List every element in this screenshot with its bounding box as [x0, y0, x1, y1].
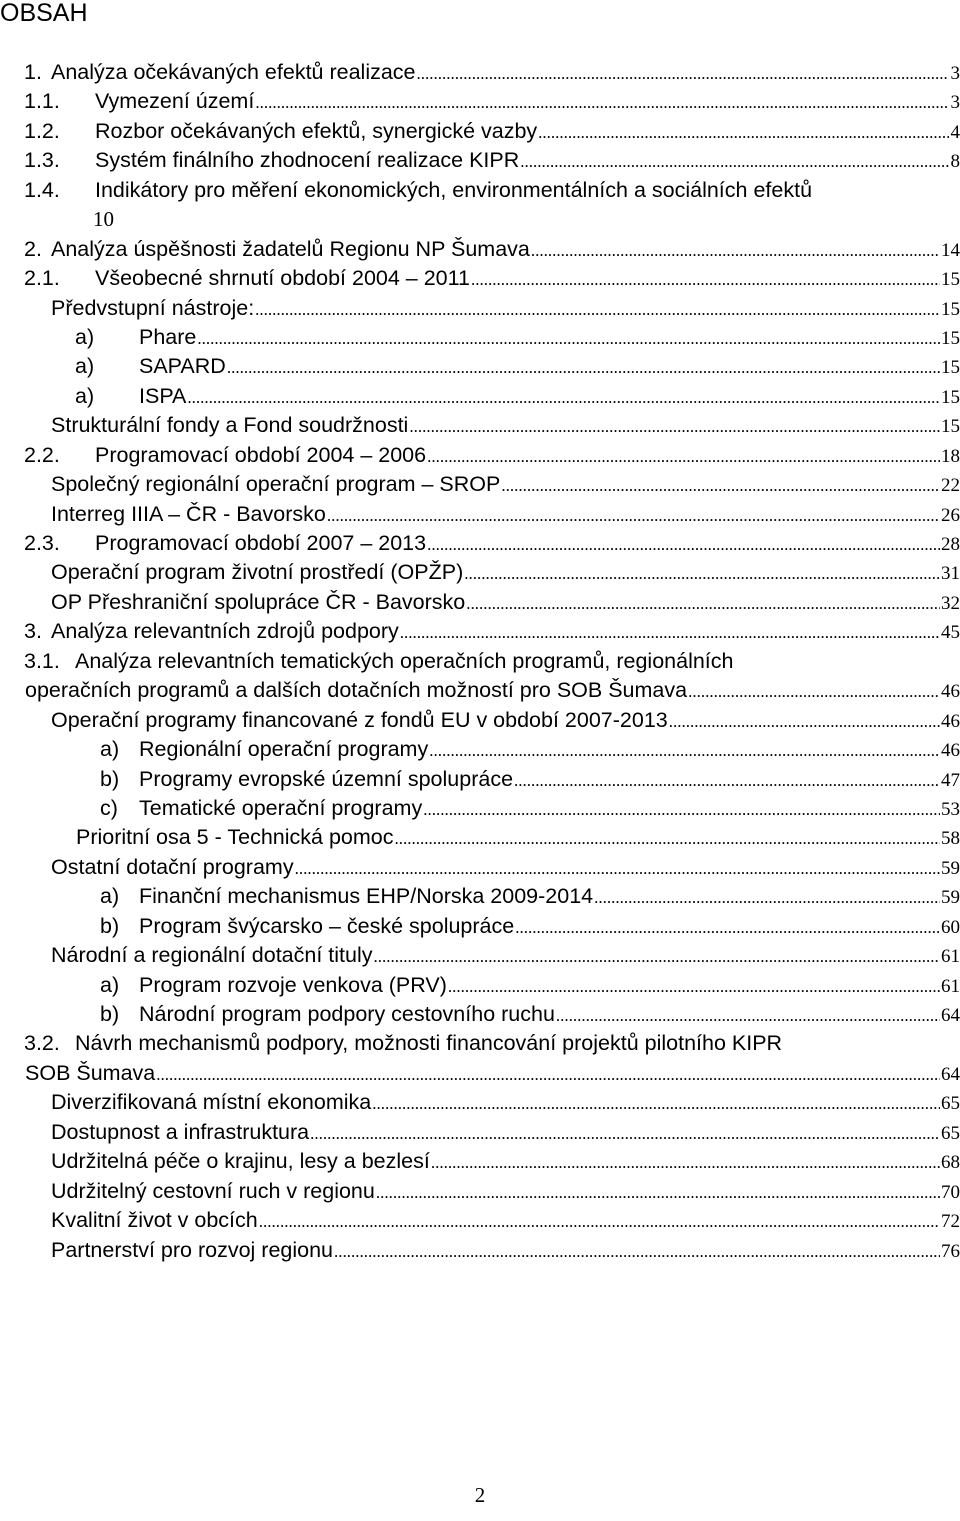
toc-entry-line [139, 794, 960, 824]
dot-leader [227, 353, 940, 382]
toc-entry-page: 4 [950, 121, 960, 143]
toc-entry-page: 31 [941, 563, 960, 585]
toc-entry-page: 18 [941, 445, 960, 467]
toc-entry-title[interactable]: Program švýcarsko – české spolupráce [139, 913, 515, 938]
toc-entry-title[interactable]: Společný regionální operační program – SROP [51, 472, 501, 497]
toc-entry-line [51, 1177, 960, 1207]
toc-entry-page: 61 [941, 975, 960, 997]
toc-entry-number: a) [75, 354, 95, 379]
toc-entry-line [51, 1118, 960, 1148]
toc-entry-page: 46 [941, 681, 960, 703]
toc-entry-title[interactable]: Diverzifikovaná místní ekonomika [51, 1090, 372, 1115]
toc-entry-title[interactable]: Operační programy financované z fondů EU v období 2007-2013 [51, 707, 668, 732]
toc-entry-page: 26 [941, 504, 960, 526]
toc-entry-title[interactable]: Indikátory pro měření ekonomických, environmentálních a sociálních efektů [95, 177, 813, 202]
toc-entry-page: 10 [93, 207, 114, 232]
dot-leader [448, 972, 940, 1001]
toc-entry[interactable] [0, 87, 960, 116]
toc-entry-line [139, 1000, 960, 1030]
dot-leader [669, 707, 940, 736]
dot-leader [255, 88, 949, 117]
toc-entry[interactable] [0, 588, 960, 617]
dot-leader [515, 913, 940, 942]
toc-entry-line [139, 765, 960, 795]
toc-entry-number: 3.2. [24, 1031, 60, 1056]
toc-entry-title[interactable]: Systém finálního zhodnocení realizace KIPR [95, 148, 520, 173]
toc-entry[interactable] [0, 823, 960, 852]
toc-entry-number: 1.1. [24, 89, 60, 114]
toc-entry-title[interactable]: Programy evropské územní spolupráce [139, 766, 514, 791]
toc-entry-line [139, 882, 960, 912]
toc-entry[interactable] [0, 1206, 960, 1235]
toc-entry-title[interactable]: SOB Šumava [25, 1060, 156, 1085]
toc-entry-title[interactable]: Finanční mechanismus EHP/Norska 2009-2014 [139, 884, 594, 909]
toc-entry-number: 1. [24, 60, 42, 84]
toc-entry-line [51, 294, 960, 324]
dot-leader [471, 265, 940, 294]
toc-entry-page: 68 [941, 1152, 960, 1174]
toc-entry[interactable] [0, 971, 960, 1000]
dot-leader [427, 530, 940, 559]
toc-entry-title[interactable]: Udržitelná péče o krajinu, lesy a bezlesí [51, 1149, 430, 1174]
toc-entry-page: 60 [941, 916, 960, 938]
dot-leader [466, 589, 940, 618]
dot-leader [310, 1119, 940, 1148]
toc-entry-line [51, 411, 960, 441]
toc-entry-page: 65 [941, 1122, 960, 1144]
toc-entry[interactable] [0, 411, 960, 440]
toc-entry-title[interactable]: Operační program životní prostředí (OPŽP) [51, 560, 464, 585]
toc-entry-page: 64 [941, 1005, 960, 1026]
toc-entry-page: 61 [941, 946, 960, 968]
toc-entry[interactable] [0, 58, 960, 87]
toc-entry-line [76, 823, 960, 853]
toc-entry-line [51, 706, 960, 736]
toc-entry-number: a) [75, 324, 95, 349]
toc-entry-line [51, 558, 960, 588]
toc-entry[interactable] [0, 882, 960, 911]
toc-entry-title[interactable]: Partnerství pro rozvoj regionu [51, 1237, 334, 1262]
toc-entry-line [51, 235, 960, 265]
toc-entry[interactable] [0, 1147, 960, 1176]
toc-entry[interactable] [0, 352, 960, 381]
toc-entry-page: 3 [950, 63, 960, 84]
dot-leader [594, 883, 940, 912]
toc-entry-title[interactable]: Ostatní dotační programy [51, 854, 294, 879]
dot-leader [417, 59, 949, 88]
dot-leader [556, 1001, 940, 1030]
dot-leader [197, 324, 940, 353]
toc-entry-number: 2.3. [24, 531, 60, 555]
toc-entry-line [139, 912, 960, 942]
toc-entry[interactable] [0, 1029, 960, 1058]
dot-leader [514, 766, 940, 795]
dot-leader [327, 501, 940, 530]
toc-entry-line [139, 352, 960, 382]
toc-entry-page: 53 [941, 798, 960, 820]
toc-entry-page: 22 [941, 475, 960, 497]
table-of-contents [0, 58, 960, 1265]
toc-entry[interactable] [0, 1118, 960, 1147]
dot-leader [531, 236, 940, 265]
dot-leader [374, 942, 940, 971]
toc-entry-page: 15 [941, 357, 960, 379]
toc-entry[interactable] [0, 706, 960, 735]
toc-entry-line [139, 971, 960, 1001]
toc-entry-page: 15 [941, 386, 960, 408]
toc-entry-page: 46 [941, 740, 960, 762]
dot-leader [400, 618, 940, 647]
toc-entry-line [51, 853, 960, 883]
toc-entry-number: a) [75, 383, 95, 408]
toc-entry-number: c) [100, 795, 118, 820]
toc-entry-line [51, 500, 960, 530]
dot-leader [334, 1237, 940, 1266]
dot-leader [187, 383, 940, 412]
toc-entry-number: a) [100, 972, 120, 997]
toc-entry-page: 46 [941, 710, 960, 732]
toc-entry-title[interactable]: SAPARD [139, 354, 226, 379]
toc-entry-page: 76 [941, 1240, 960, 1262]
toc-entry-line [139, 382, 960, 412]
toc-entry[interactable] [0, 647, 960, 676]
toc-entry-number: 1.3. [24, 148, 60, 173]
toc-entry-title[interactable]: Interreg IIIA – ČR - Bavorsko [51, 501, 326, 526]
dot-leader [372, 1089, 940, 1118]
toc-entry-number: 2.2. [24, 442, 60, 467]
toc-entry-page: 64 [941, 1063, 960, 1085]
toc-entry[interactable] [0, 235, 960, 264]
toc-entry-number: a) [100, 884, 120, 909]
toc-entry[interactable] [0, 765, 960, 794]
toc-entry[interactable] [0, 117, 960, 146]
toc-entry-page: 72 [941, 1211, 960, 1233]
toc-entry-number: 1.2. [24, 118, 60, 143]
toc-entry[interactable] [0, 1177, 960, 1206]
toc-entry-line [51, 941, 960, 971]
toc-entry-line [51, 58, 960, 88]
toc-entry[interactable] [0, 1088, 960, 1117]
toc-entry[interactable] [0, 323, 960, 352]
dot-leader [688, 677, 940, 706]
toc-entry-number: b) [100, 913, 120, 938]
toc-entry[interactable] [0, 794, 960, 823]
toc-entry-line [51, 470, 960, 500]
dot-leader [409, 412, 940, 441]
toc-entry[interactable] [0, 500, 960, 529]
dot-leader [520, 147, 949, 176]
toc-entry-title[interactable]: Dostupnost a infrastruktura [51, 1119, 310, 1144]
toc-entry-title[interactable]: Analýza relevantních zdrojů podpory [51, 619, 399, 644]
toc-entry-line [51, 1206, 960, 1236]
toc-entry[interactable] [0, 294, 960, 323]
dot-leader [423, 795, 940, 824]
toc-entry-title[interactable]: Návrh mechanismů podpory, možnosti financování projektů pilotního KIPR [75, 1031, 783, 1056]
toc-entry-title[interactable]: Analýza očekávaných efektů realizace [51, 60, 416, 84]
toc-entry-line [95, 87, 960, 117]
toc-entry-number: b) [100, 766, 120, 791]
toc-entry-line [95, 441, 960, 471]
toc-entry[interactable] [0, 1000, 960, 1029]
dot-leader [464, 559, 940, 588]
toc-entry-page: 3 [950, 92, 960, 114]
toc-entry[interactable] [0, 735, 960, 764]
toc-entry-title[interactable]: Prioritní osa 5 - Technická pomoc [76, 825, 394, 850]
toc-entry-line [93, 205, 114, 234]
toc-entry-line [95, 264, 960, 294]
toc-entry[interactable] [0, 617, 960, 646]
toc-entry[interactable] [0, 470, 960, 499]
toc-entry-line [51, 1147, 960, 1177]
toc-entry-title[interactable]: Analýza úspěšnosti žadatelů Regionu NP Šumava [51, 236, 530, 261]
toc-entry-number: 2.1. [24, 266, 60, 291]
toc-entry-title[interactable]: ISPA [139, 383, 187, 408]
dot-leader [427, 442, 940, 471]
dot-leader [156, 1060, 940, 1089]
toc-entry-line [95, 529, 960, 559]
toc-entry-title[interactable]: Program rozvoje venkova (PRV) [139, 972, 447, 997]
toc-entry-title[interactable]: Kvalitní život v obcích [51, 1208, 258, 1233]
dot-leader [295, 854, 940, 883]
toc-entry-title[interactable]: Programovací období 2004 – 2006 [95, 442, 427, 467]
toc-entry-line [95, 146, 960, 176]
toc-entry-page: 47 [941, 769, 960, 791]
toc-entry-page: 15 [941, 298, 960, 320]
toc-entry-line [51, 1236, 960, 1266]
toc-entry-title[interactable]: Regionální operační programy [139, 737, 429, 762]
toc-entry-line [95, 176, 960, 205]
dot-leader [538, 118, 949, 147]
toc-entry-title[interactable]: Strukturální fondy a Fond soudržnosti [51, 413, 409, 438]
dot-leader [431, 1148, 940, 1177]
toc-entry-page: 28 [941, 534, 960, 555]
toc-entry-page: 65 [941, 1093, 960, 1115]
toc-entry[interactable] [0, 529, 960, 558]
toc-entry-title[interactable]: Národní program podpory cestovního ruchu [139, 1002, 555, 1026]
page-number: 2 [474, 1483, 486, 1507]
toc-entry-line [139, 735, 960, 765]
toc-entry-page: 59 [941, 857, 960, 879]
toc-entry-number: 3. [24, 619, 42, 644]
toc-entry-page: 58 [941, 828, 960, 850]
toc-entry-title[interactable]: Všeobecné shrnutí období 2004 – 2011 [95, 266, 470, 291]
toc-entry-title[interactable]: operačních programů a dalších dotačních možností pro SOB Šumava [25, 678, 688, 703]
toc-entry[interactable] [0, 176, 960, 205]
toc-entry-number: a) [100, 737, 120, 762]
toc-entry-line [25, 1059, 960, 1089]
toc-entry-line [51, 617, 960, 647]
toc-entry-page: 32 [941, 592, 960, 614]
toc-entry-title[interactable]: OP Přeshraniční spolupráce ČR - Bavorsko [51, 589, 466, 614]
toc-entry[interactable] [0, 853, 960, 882]
toc-entry-line [95, 117, 960, 147]
toc-entry-page: 45 [941, 622, 960, 644]
toc-entry[interactable] [0, 676, 960, 705]
toc-entry-page: 15 [941, 416, 960, 438]
toc-entry[interactable] [0, 558, 960, 587]
toc-entry-line [25, 676, 960, 706]
toc-entry-page: 15 [941, 269, 960, 291]
toc-entry[interactable] [0, 912, 960, 941]
toc-entry[interactable] [0, 1059, 960, 1088]
dot-leader [429, 736, 940, 765]
toc-entry-page: 14 [941, 239, 960, 261]
toc-entry-title[interactable]: Rozbor očekávaných efektů, synergické vazby [95, 118, 538, 143]
dot-leader [501, 471, 940, 500]
toc-entry[interactable] [0, 146, 960, 175]
toc-entry-title[interactable]: Vymezení území [95, 89, 255, 114]
document-heading: OBSAH [0, 0, 88, 27]
toc-entry[interactable] [0, 441, 960, 470]
toc-entry-title[interactable]: Analýza relevantních tematických operačních programů, regionálních [75, 648, 734, 673]
toc-entry-title[interactable]: Tematické operační programy [139, 795, 423, 820]
toc-entry[interactable] [0, 941, 960, 970]
toc-entry-title[interactable]: Předvstupní nástroje: [51, 295, 255, 320]
toc-entry-title[interactable]: Phare [139, 324, 197, 349]
toc-entry-line [139, 323, 960, 353]
toc-entry-page: 70 [941, 1181, 960, 1203]
toc-entry-line [51, 1088, 960, 1118]
toc-entry-line [75, 1029, 960, 1058]
toc-entry-line [75, 647, 960, 676]
toc-entry-page: 15 [941, 327, 960, 349]
toc-entry-number: b) [100, 1002, 120, 1026]
toc-entry-page: 8 [950, 151, 960, 173]
toc-entry-title[interactable]: Národní a regionální dotační tituly [51, 943, 373, 968]
toc-entry[interactable] [0, 264, 960, 293]
dot-leader [394, 824, 940, 853]
toc-entry-line [51, 588, 960, 618]
toc-entry[interactable] [0, 1236, 960, 1265]
dot-leader [376, 1178, 940, 1207]
toc-entry[interactable] [0, 205, 960, 234]
toc-entry-title[interactable]: Programovací období 2007 – 2013 [95, 531, 427, 555]
dot-leader [259, 1207, 940, 1236]
toc-entry-number: 1.4. [24, 177, 60, 202]
toc-entry-title[interactable]: Udržitelný cestovní ruch v regionu [51, 1178, 375, 1203]
dot-leader [255, 295, 940, 324]
toc-entry-page: 59 [941, 887, 960, 909]
toc-entry-number: 2. [24, 236, 42, 261]
toc-entry-number: 3.1. [24, 648, 60, 673]
toc-entry[interactable] [0, 382, 960, 411]
